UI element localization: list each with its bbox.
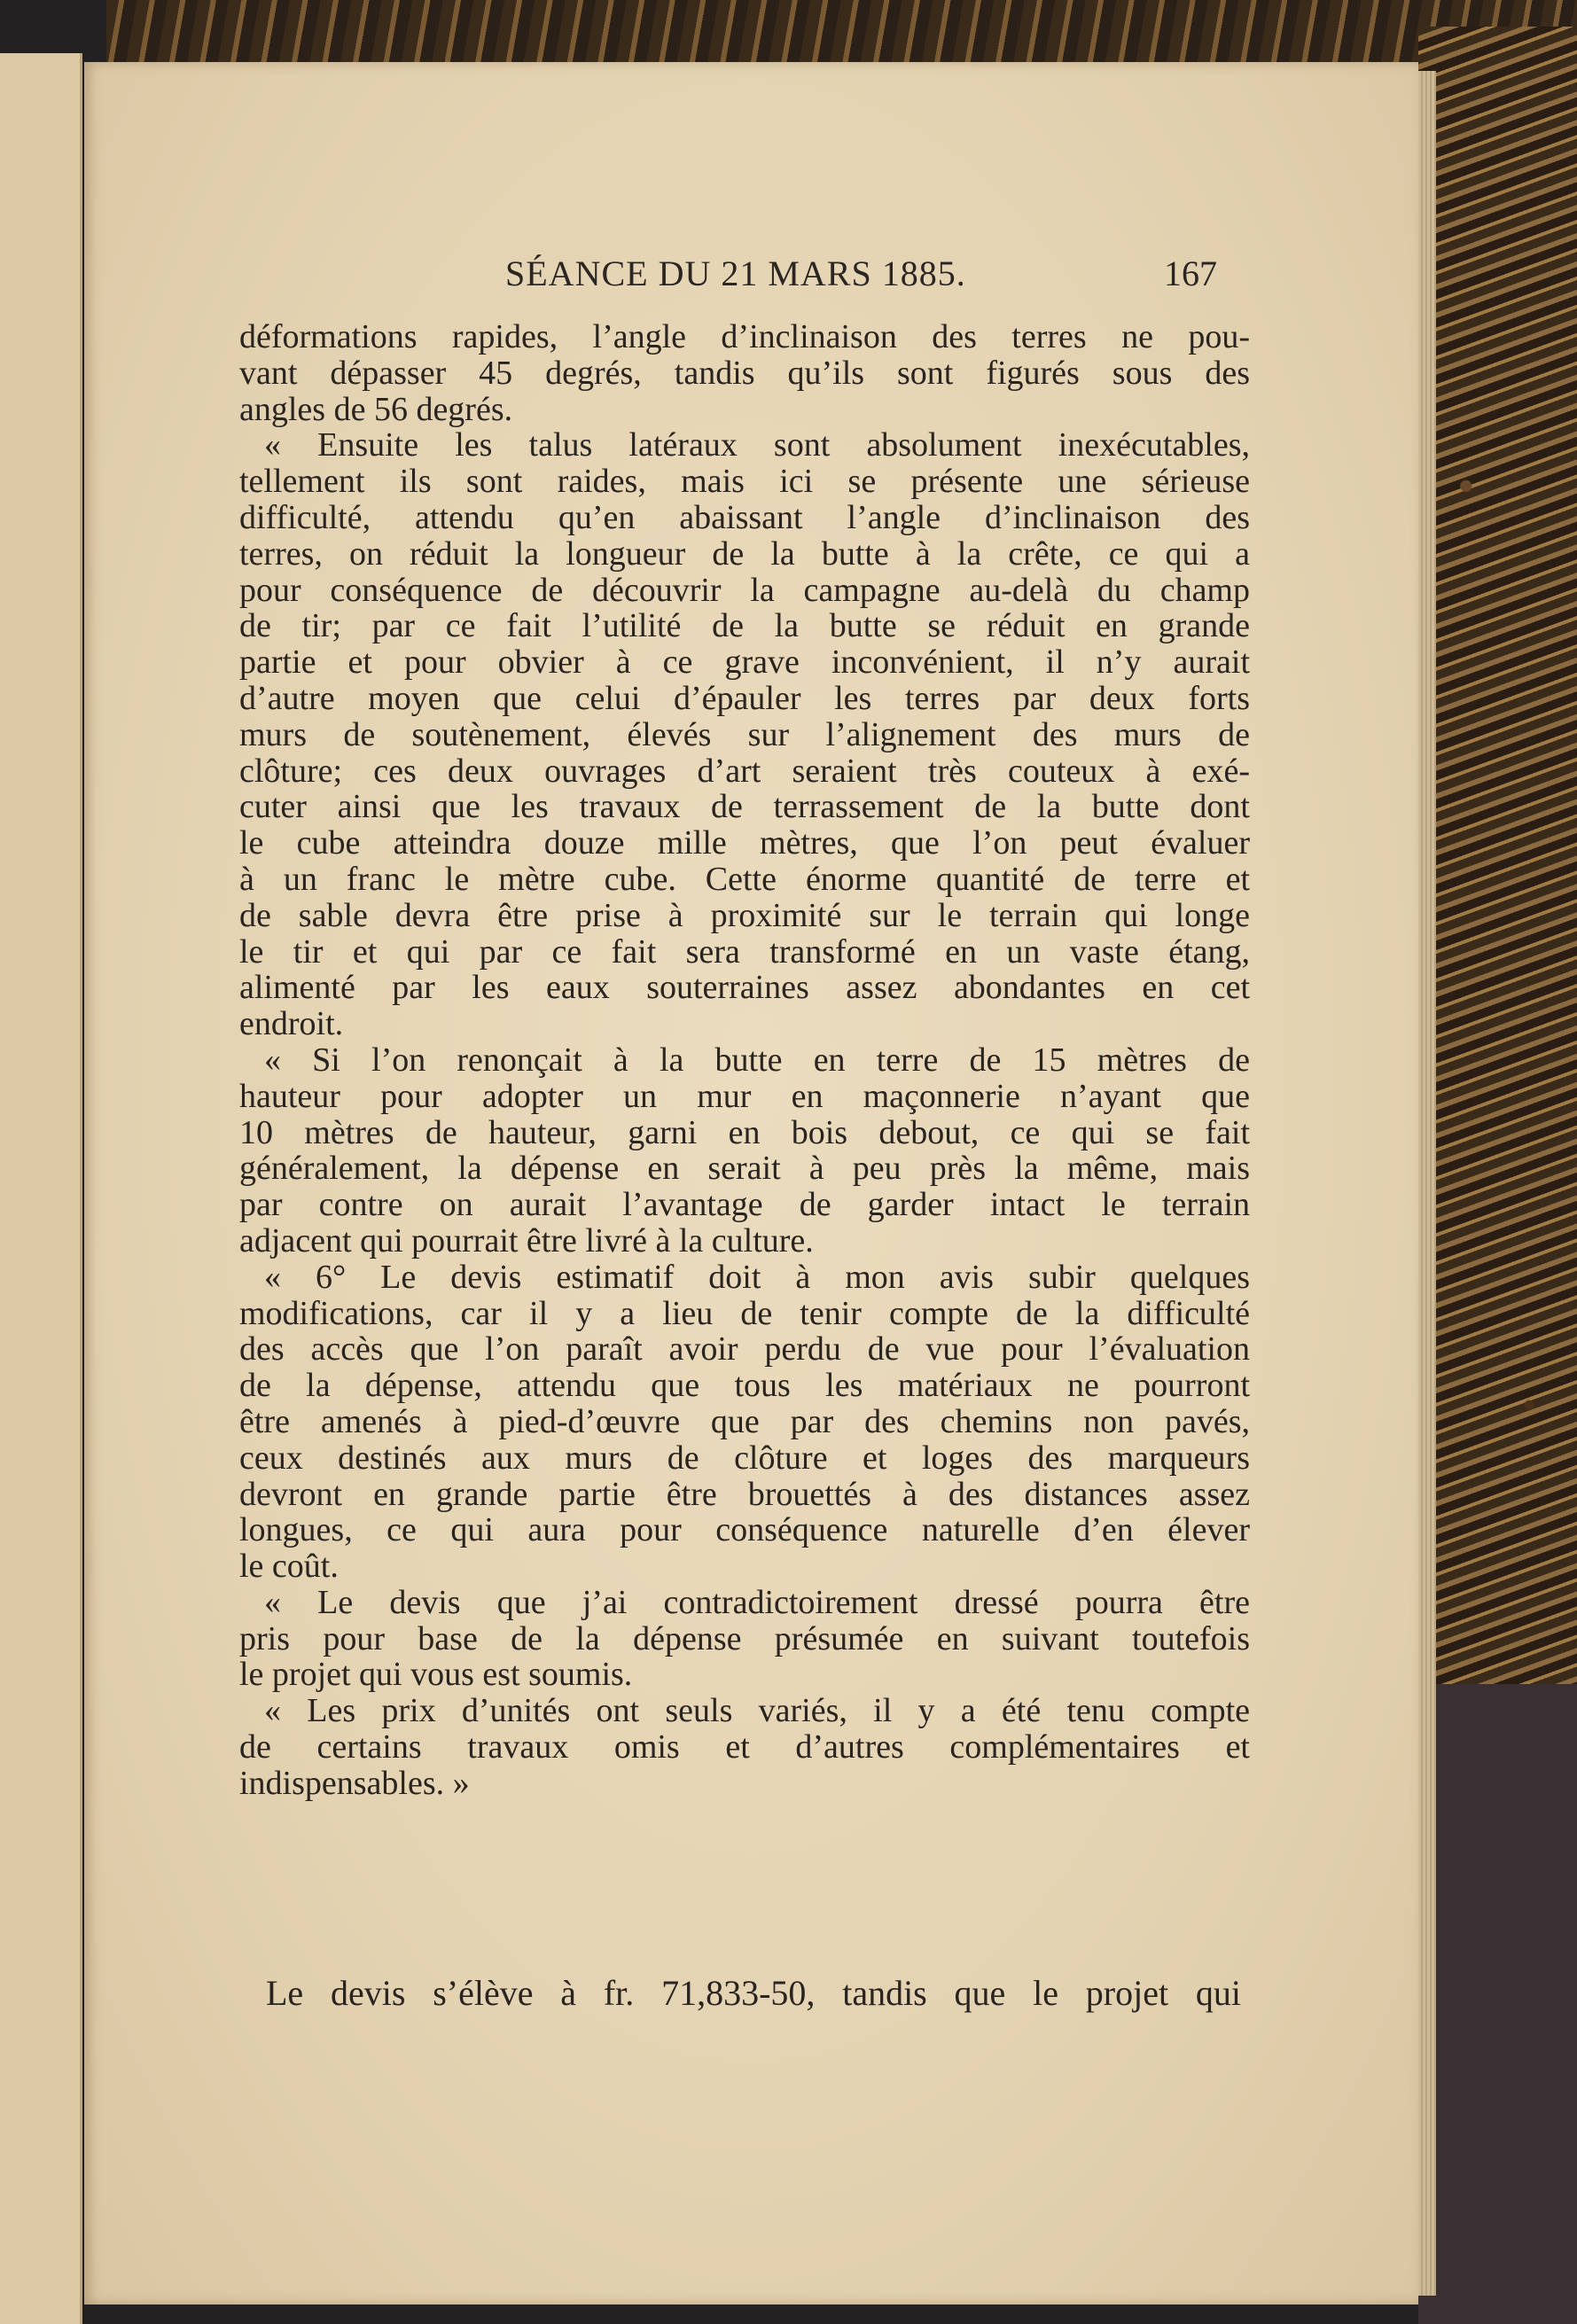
text-line: de certains travaux omis et d’autres complémentaires et	[239, 1728, 1250, 1766]
text-line: murs de soutènement, élevés sur l’alignement des murs de	[239, 715, 1250, 753]
body-text	[239, 319, 1250, 1802]
text-line: « 6° Le devis estimatif doit à mon avis subir quelques	[264, 1258, 1250, 1296]
text-line: 10 mètres de hauteur, garni en bois debout, ce qui se fait	[239, 1113, 1250, 1151]
text-line: d’autre moyen que celui d’épauler les terres par deux forts	[239, 679, 1250, 717]
text-line: ceux destinés aux murs de clôture et loges des marqueurs	[239, 1439, 1250, 1477]
text-line: « Les prix d’unités ont seuls variés, il y a été tenu compte	[264, 1692, 1250, 1730]
text-line-final: Le devis s’élève à fr. 71,833-50, tandis que le projet qui	[266, 1973, 1241, 2013]
text-line: généralement, la dépense en serait à peu près la même, mais	[239, 1150, 1250, 1188]
text-line: « Si l’on renonçait à la butte en terre de 15 mètres de	[264, 1041, 1250, 1079]
book-binding-top	[106, 0, 1577, 71]
running-head: SÉANCE DU 21 MARS 1885.	[505, 253, 966, 293]
text-line: adjacent qui pourrait être livré à la culture.	[239, 1221, 814, 1259]
text-line: de sable devra être prise à proximité sur le terrain qui longe	[239, 896, 1250, 934]
text-line: « Le devis que j’ai contradictoirement dressé pourra être	[264, 1583, 1250, 1621]
text-line: modifications, car il y a lieu de tenir compte de la difficulté	[239, 1294, 1250, 1332]
page-number: 167	[1164, 253, 1217, 293]
text-line: par contre on aurait l’avantage de garder intact le terrain	[239, 1186, 1250, 1224]
text-line: le coût.	[239, 1548, 339, 1586]
text-line: le projet qui vous est soumis.	[239, 1656, 633, 1694]
text-line: des accès que l’on paraît avoir perdu de vue pour l’évaluation	[239, 1330, 1250, 1369]
text-line: être amenés à pied-d’œuvre que par des chemins non pavés,	[239, 1402, 1250, 1440]
text-line: angles de 56 degrés.	[239, 390, 513, 428]
text-line: le cube atteindra douze mille mètres, que l’on peut évaluer	[239, 824, 1250, 862]
text-line: de la dépense, attendu que tous les matériaux ne pourront	[239, 1367, 1250, 1405]
text-line: devront en grande partie être brouettés à des distances assez	[239, 1475, 1250, 1513]
text-line: alimenté par les eaux souterraines assez abondantes en cet	[239, 969, 1250, 1007]
text-line: terres, on réduit la longueur de la butte à la crête, ce qui a	[239, 534, 1250, 573]
text-line: partie et pour obvier à ce grave inconvénient, il n’y aurait	[239, 643, 1250, 682]
book-binding-bottom	[1418, 1684, 1577, 2324]
text-line: clôture; ces deux ouvrages d’art seraient très couteux à exé-	[239, 752, 1250, 790]
facing-page-edge	[0, 53, 82, 2324]
text-line: vant dépasser 45 degrés, tandis qu’ils sont figurés sous des	[239, 354, 1250, 392]
text-line: le tir et qui par ce fait sera transformé en un vaste étang,	[239, 932, 1250, 971]
text-line: tellement ils sont raides, mais ici se présente une sérieuse	[239, 463, 1250, 501]
text-line: indispensables. »	[239, 1764, 470, 1802]
text-line: à un franc le mètre cube. Cette énorme quantité de terre et	[239, 860, 1250, 898]
text-line: pour conséquence de découvrir la campagne au-delà du champ	[239, 571, 1250, 609]
text-line: difficulté, attendu qu’en abaissant l’angle d’inclinaison des	[239, 498, 1250, 536]
text-line: déformations rapides, l’angle d’inclinaison des terres ne pou-	[239, 318, 1250, 355]
text-line: cuter ainsi que les travaux de terrassement de la butte dont	[239, 788, 1250, 826]
text-line: longues, ce qui aura pour conséquence naturelle d’en élever	[239, 1511, 1250, 1549]
text-line: endroit.	[239, 1005, 344, 1043]
text-line: de tir; par ce fait l’utilité de la butte se réduit en grande	[239, 607, 1250, 645]
text-line: hauteur pour adopter un mur en maçonnerie n’ayant que	[239, 1077, 1250, 1115]
text-line: « Ensuite les talus latéraux sont absolument inexécutables,	[264, 426, 1250, 464]
text-line: pris pour base de la dépense présumée en suivant toutefois	[239, 1619, 1250, 1657]
